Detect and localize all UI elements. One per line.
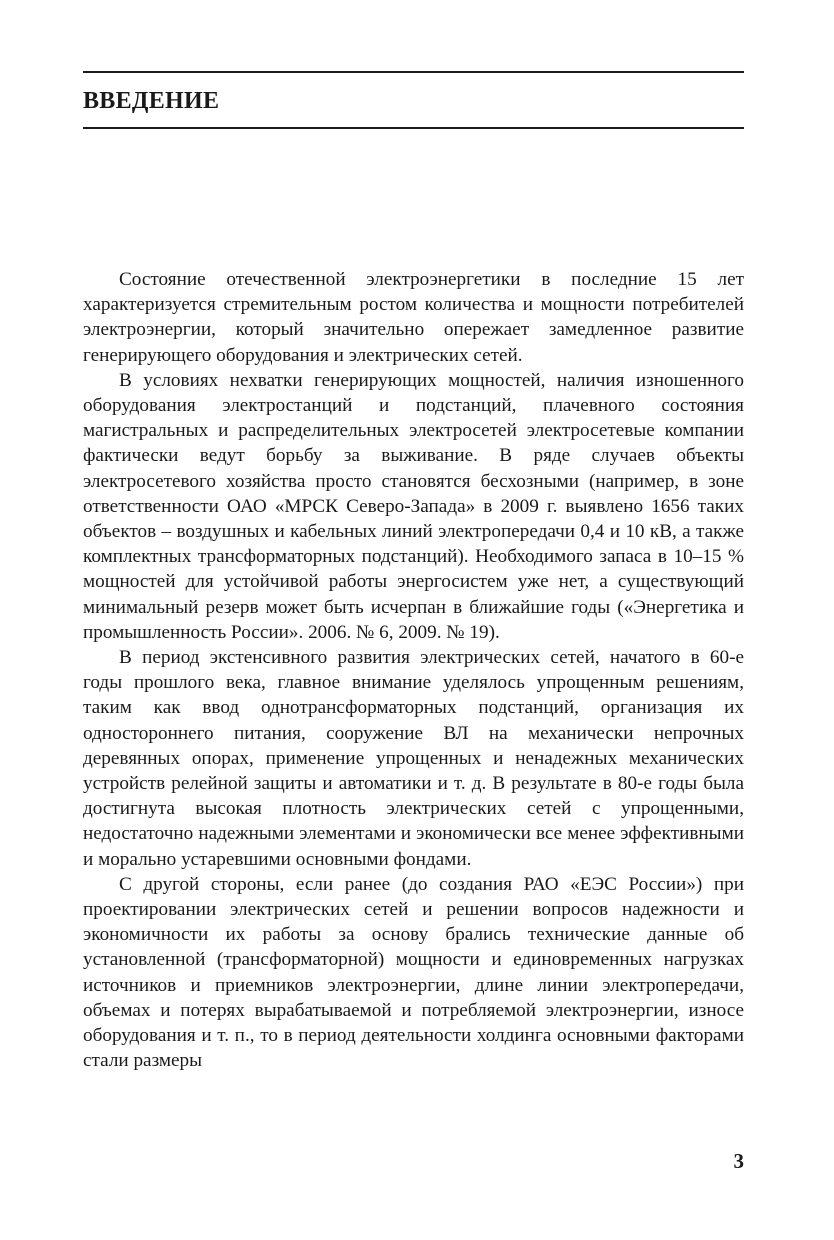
- paragraph-3: В период экстенсивного развития электрических сетей, начатого в 60-е годы прошлого века, главное внимание уделялось упрощенным решениям, таким как ввод однотрансформаторных подстанций, организация их одностороннего питания, сооружение ВЛ на механически непрочных деревянных опорах, применение упрощенных и ненадежных механических устройств релейной защиты и автоматики и т. д. В результате в 80-е годы была достигнута высокая плотность электрических сетей с упрощенными, недостаточно надежными элементами и экономически все менее эффективными и морально устаревшими основными фондами.: [83, 647, 744, 870]
- body-text: [83, 267, 744, 1074]
- paragraph-1: Состояние отечественной электроэнергетики в последние 15 лет характеризуется стремительным ростом количества и мощности потребителей электроэнергии, который значительно опережает замедленное развитие генерирующего оборудования и электрических сетей.: [83, 269, 744, 366]
- page-number: 3: [733, 1149, 744, 1173]
- header-bottom-rule: [83, 127, 744, 129]
- paragraph-2: В условиях нехватки генерирующих мощностей, наличия изношенного оборудования электростанций и подстанций, плачевного состояния магистральных и распределительных электросетей электросетевые компании фактически ведут борьбу за выживание. В ряде случаев объекты электросетевого хозяйства просто становятся бесхозными (например, в зоне ответственности ОАО «МРСК Северо-Запада» в 2009 г. выявлено 1656 таких объектов – воздушных и кабельных линий электропередачи 0,4 и 10 кВ, а также комплектных трансформаторных подстанций). Необходимого запаса в 10–15 % мощностей для устойчивой работы энергосистем уже нет, а существующий минимальный резерв может быть исчерпан в ближайшие годы («Энергетика и промышленность России». 2006. № 6, 2009. № 19).: [83, 369, 744, 643]
- header-top-rule: [83, 71, 744, 73]
- paragraph-4: С другой стороны, если ранее (до создания РАО «ЕЭС России») при проектировании электрических сетей и решении вопросов надежности и экономичности их работы за основу брались технические данные об установленной (трансформаторной) мощности и единовременных нагрузках источников и приемников электроэнергии, длине линии электропередачи, объемах и потерях вырабатываемой и потребляемой электроэнергии, износе оборудования и т. п., то в период деятельности холдинга основными факторами стали размеры: [83, 873, 744, 1072]
- chapter-title: ВВЕДЕНИЕ: [83, 88, 220, 114]
